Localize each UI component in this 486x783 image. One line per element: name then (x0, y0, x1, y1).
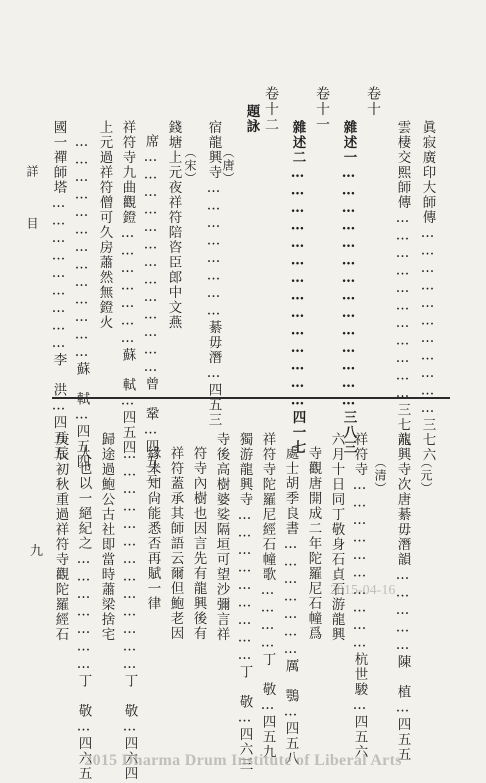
toc-entry: 寺觀唐開成二年陀羅尼石幢爲 (305, 446, 322, 641)
toc-entry: 雜述一……………………………………三八三 (340, 120, 357, 455)
date-watermark: 2015-04-16 (330, 583, 396, 598)
toc-entry: 獨游龍興寺………………………丁 敬…四六三 (236, 432, 253, 772)
toc-entry: 宿龍興寺……………………綦毋潛…四五三 (205, 120, 222, 428)
toc-entry: 國一禪師塔………………………李 洪…四五五 (50, 120, 67, 460)
section-heading: 題詠 (243, 104, 260, 134)
toc-entry: 歸途過鮑公古社即當時蕭梁捨宅 (98, 432, 115, 642)
toc-entry: 錢塘上元夜祥符陪咨臣郎中文燕 (165, 120, 182, 330)
dynasty-label: （宋） (183, 146, 197, 185)
toc-entry: …………………………………丁 敬…四六四 (121, 446, 138, 781)
dynasty-label: （元） (419, 456, 433, 495)
toc-entry: 雲棲交熙師傳……………………………三七八 (394, 120, 411, 448)
toc-entry: 祥符蓋承其師語云爾但鮑老因 (167, 446, 184, 641)
toc-entry: 寺後高樹婆娑隔垣可望沙彌言祥 (213, 432, 230, 642)
volume-heading: 卷十一 (314, 86, 330, 133)
page-number: 九 (30, 544, 44, 559)
toc-entry: 庚辰初秋重過祥符寺觀陀羅經石 (52, 432, 69, 642)
toc-entry: 符寺內樹也因言先有龍興後有 (190, 446, 207, 641)
volume-heading: 卷十 (365, 86, 381, 117)
toc-entry: 龍興寺次唐綦毋潛韻……………陳 植…四五五 (394, 432, 411, 762)
dynasty-label: （清） (373, 456, 387, 495)
toc-entry: 席…………………………………曾 鞏…四五三 (142, 134, 159, 484)
institute-watermark: 2015 Dharma Drum Institute of Liberal Arts (84, 752, 402, 769)
toc-entry: 六月十日同丁敬身石貞石游龍興 (328, 432, 345, 642)
volume-heading: 卷十二 (263, 86, 279, 133)
toc-entry: 祥符寺九曲觀鐙…………………蘇 軾…四五四 (119, 120, 136, 455)
toc-entry: 祥符寺陀羅尼經石幢歌…………丁 敬…四五九 (259, 432, 276, 760)
toc-entry: …………………………………蘇 軾…四五四 (73, 134, 90, 469)
toc-entry: 緣未知尙能悉否再賦一律 (144, 446, 161, 611)
running-head: 詳 目 (25, 165, 39, 243)
toc-entry: 上元過祥符僧可久房蕭然無鐙火 (96, 120, 113, 330)
section-divider (52, 397, 450, 399)
toc-entry: 雜述二……………………………………四一七 (289, 120, 306, 455)
toc-entry: 祥符寺…………………………杭世駿…四五六 (351, 432, 368, 760)
dynasty-label: （唐） (221, 146, 235, 185)
toc-entry: 眞寂廣印大師傳……………………………三七六 (419, 120, 436, 463)
toc-entry: 人也以一絕紀之…………………丁 敬…四六五 (75, 446, 92, 781)
toc-entry: 處士胡季良書…………………厲 鶚…四五八 (282, 446, 299, 766)
